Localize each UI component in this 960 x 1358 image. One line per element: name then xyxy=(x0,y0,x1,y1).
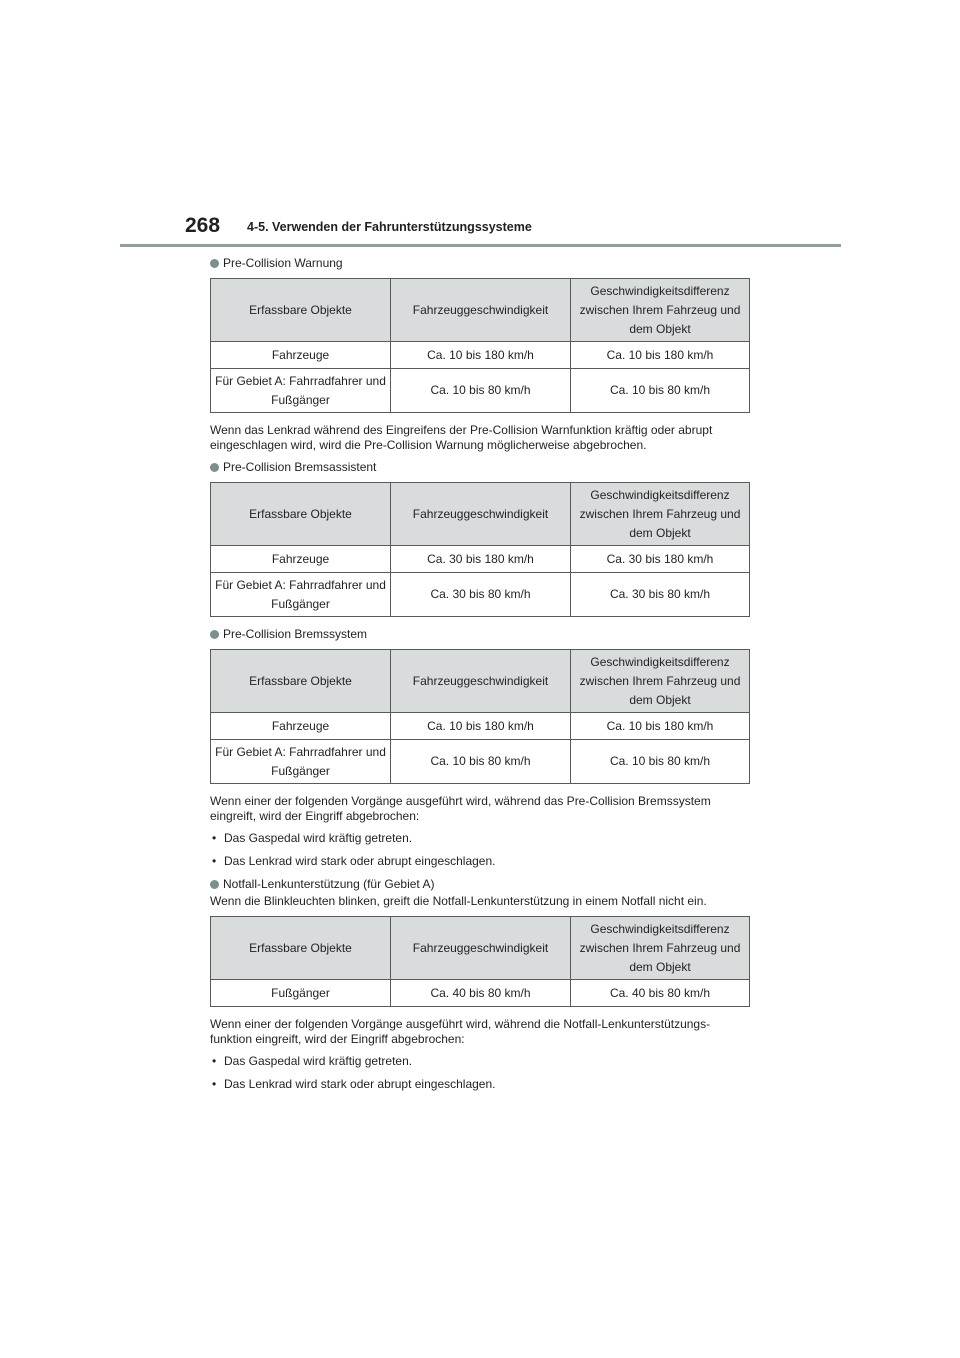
page-number: 268 xyxy=(185,214,221,237)
heading-text: Pre-Collision Warnung xyxy=(223,256,343,270)
table-row xyxy=(211,573,750,617)
table-cell: Ca. 10 bis 180 km/h xyxy=(391,713,571,740)
intro-steering: Wenn die Blinkleuchten blinken, greift die Notfall-Lenkunterstützung in einem Notfall nicht ein. xyxy=(210,894,707,908)
note-steering: Wenn einer der folgenden Vorgänge ausgeführt wird, während die Notfall-Lenkunterstützungs-funktion eingreift, wird der Eingriff abgebrochen: xyxy=(210,1017,711,1046)
table-header-row xyxy=(211,650,750,713)
note-brake-system: Wenn einer der folgenden Vorgänge ausgeführt wird, während das Pre-Collision Bremssystem eingreift, wird der Eingriff abgebrochen: xyxy=(210,794,711,823)
header-cell: Fahrzeuggeschwindigkeit xyxy=(391,279,571,342)
bullet-heading-brake-system xyxy=(210,627,750,642)
spec-table-steering xyxy=(210,916,750,1007)
page-content xyxy=(210,256,750,1100)
table-cell: Ca. 10 bis 80 km/h xyxy=(391,369,571,413)
header-cell: Fahrzeuggeschwindigkeit xyxy=(391,650,571,713)
header-cell: Geschwindigkeitsdifferenz zwischen Ihrem Fahrzeug und dem Objekt xyxy=(571,917,750,980)
list-bullet: • xyxy=(212,1054,217,1068)
header-cell: Erfassbare Objekte xyxy=(211,483,391,546)
table-row xyxy=(211,369,750,413)
spec-table-brake-system xyxy=(210,649,750,784)
table-row xyxy=(211,342,750,369)
table-cell: Ca. 10 bis 80 km/h xyxy=(391,740,571,784)
bullet-dot-icon xyxy=(210,463,219,472)
heading-text: Notfall-Lenkunterstützung (für Gebiet A) xyxy=(223,877,435,891)
spec-table-warning xyxy=(210,278,750,413)
bullet-dot-icon xyxy=(210,259,219,268)
table-cell: Ca. 10 bis 180 km/h xyxy=(571,342,750,369)
header-cell: Erfassbare Objekte xyxy=(211,917,391,980)
list-item-text: Das Gaspedal wird kräftig getreten. xyxy=(224,1054,413,1068)
table-cell: Ca. 40 bis 80 km/h xyxy=(571,980,750,1007)
table-cell: Fahrzeuge xyxy=(211,342,391,369)
header-cell: Fahrzeuggeschwindigkeit xyxy=(391,483,571,546)
list-item xyxy=(210,854,750,869)
table-cell: Fahrzeuge xyxy=(211,713,391,740)
table-cell: Ca. 10 bis 180 km/h xyxy=(391,342,571,369)
table-cell: Ca. 30 bis 80 km/h xyxy=(571,573,750,617)
list-item xyxy=(210,1054,750,1069)
table-header-row xyxy=(211,279,750,342)
bullet-heading-steering xyxy=(210,877,750,892)
heading-text: Pre-Collision Bremssystem xyxy=(223,627,368,641)
table-header-row xyxy=(211,483,750,546)
table-row xyxy=(211,546,750,573)
table-cell: Fußgänger xyxy=(211,980,391,1007)
table-cell: Für Gebiet A: Fahrradfahrer und Fußgänger xyxy=(211,740,391,784)
table-cell: Ca. 10 bis 80 km/h xyxy=(571,369,750,413)
table-cell: Ca. 10 bis 80 km/h xyxy=(571,740,750,784)
header-cell: Geschwindigkeitsdifferenz zwischen Ihrem Fahrzeug und dem Objekt xyxy=(571,279,750,342)
list-item-text: Das Lenkrad wird stark oder abrupt eingeschlagen. xyxy=(224,1077,496,1091)
bullet-heading-warning xyxy=(210,256,750,271)
header-rule xyxy=(120,244,841,247)
table-cell: Ca. 40 bis 80 km/h xyxy=(391,980,571,1007)
bullet-dot-icon xyxy=(210,880,219,889)
table-row xyxy=(211,740,750,784)
section-title: 4-5. Verwenden der Fahrunterstützungssysteme xyxy=(247,220,532,234)
header-cell: Erfassbare Objekte xyxy=(211,650,391,713)
table-row xyxy=(211,980,750,1007)
table-cell: Für Gebiet A: Fahrradfahrer und Fußgänger xyxy=(211,369,391,413)
list-item xyxy=(210,831,750,846)
heading-text: Pre-Collision Bremsassistent xyxy=(223,460,377,474)
list-item-text: Das Lenkrad wird stark oder abrupt eingeschlagen. xyxy=(224,854,496,868)
table-cell: Ca. 10 bis 180 km/h xyxy=(571,713,750,740)
bullet-heading-brake-assist xyxy=(210,460,750,475)
header-cell: Geschwindigkeitsdifferenz zwischen Ihrem Fahrzeug und dem Objekt xyxy=(571,483,750,546)
list-item xyxy=(210,1077,750,1092)
list-bullet: • xyxy=(212,831,217,845)
list-bullet: • xyxy=(212,854,217,868)
table-row xyxy=(211,713,750,740)
header-cell: Geschwindigkeitsdifferenz zwischen Ihrem Fahrzeug und dem Objekt xyxy=(571,650,750,713)
note-warning: Wenn das Lenkrad während des Eingreifens der Pre-Collision Warnfunktion kräftig oder abrupt eingeschlagen wird, wird die Pre-Collision Warnung möglicherweise abgebrochen. xyxy=(210,423,713,452)
table-cell: Fahrzeuge xyxy=(211,546,391,573)
table-header-row xyxy=(211,917,750,980)
table-cell: Für Gebiet A: Fahrradfahrer und Fußgänger xyxy=(211,573,391,617)
spec-table-brake-assist xyxy=(210,482,750,617)
table-cell: Ca. 30 bis 80 km/h xyxy=(391,573,571,617)
list-bullet: • xyxy=(212,1077,217,1091)
table-cell: Ca. 30 bis 180 km/h xyxy=(571,546,750,573)
bullet-dot-icon xyxy=(210,630,219,639)
header-cell: Erfassbare Objekte xyxy=(211,279,391,342)
list-item-text: Das Gaspedal wird kräftig getreten. xyxy=(224,831,413,845)
header-cell: Fahrzeuggeschwindigkeit xyxy=(391,917,571,980)
table-cell: Ca. 30 bis 180 km/h xyxy=(391,546,571,573)
